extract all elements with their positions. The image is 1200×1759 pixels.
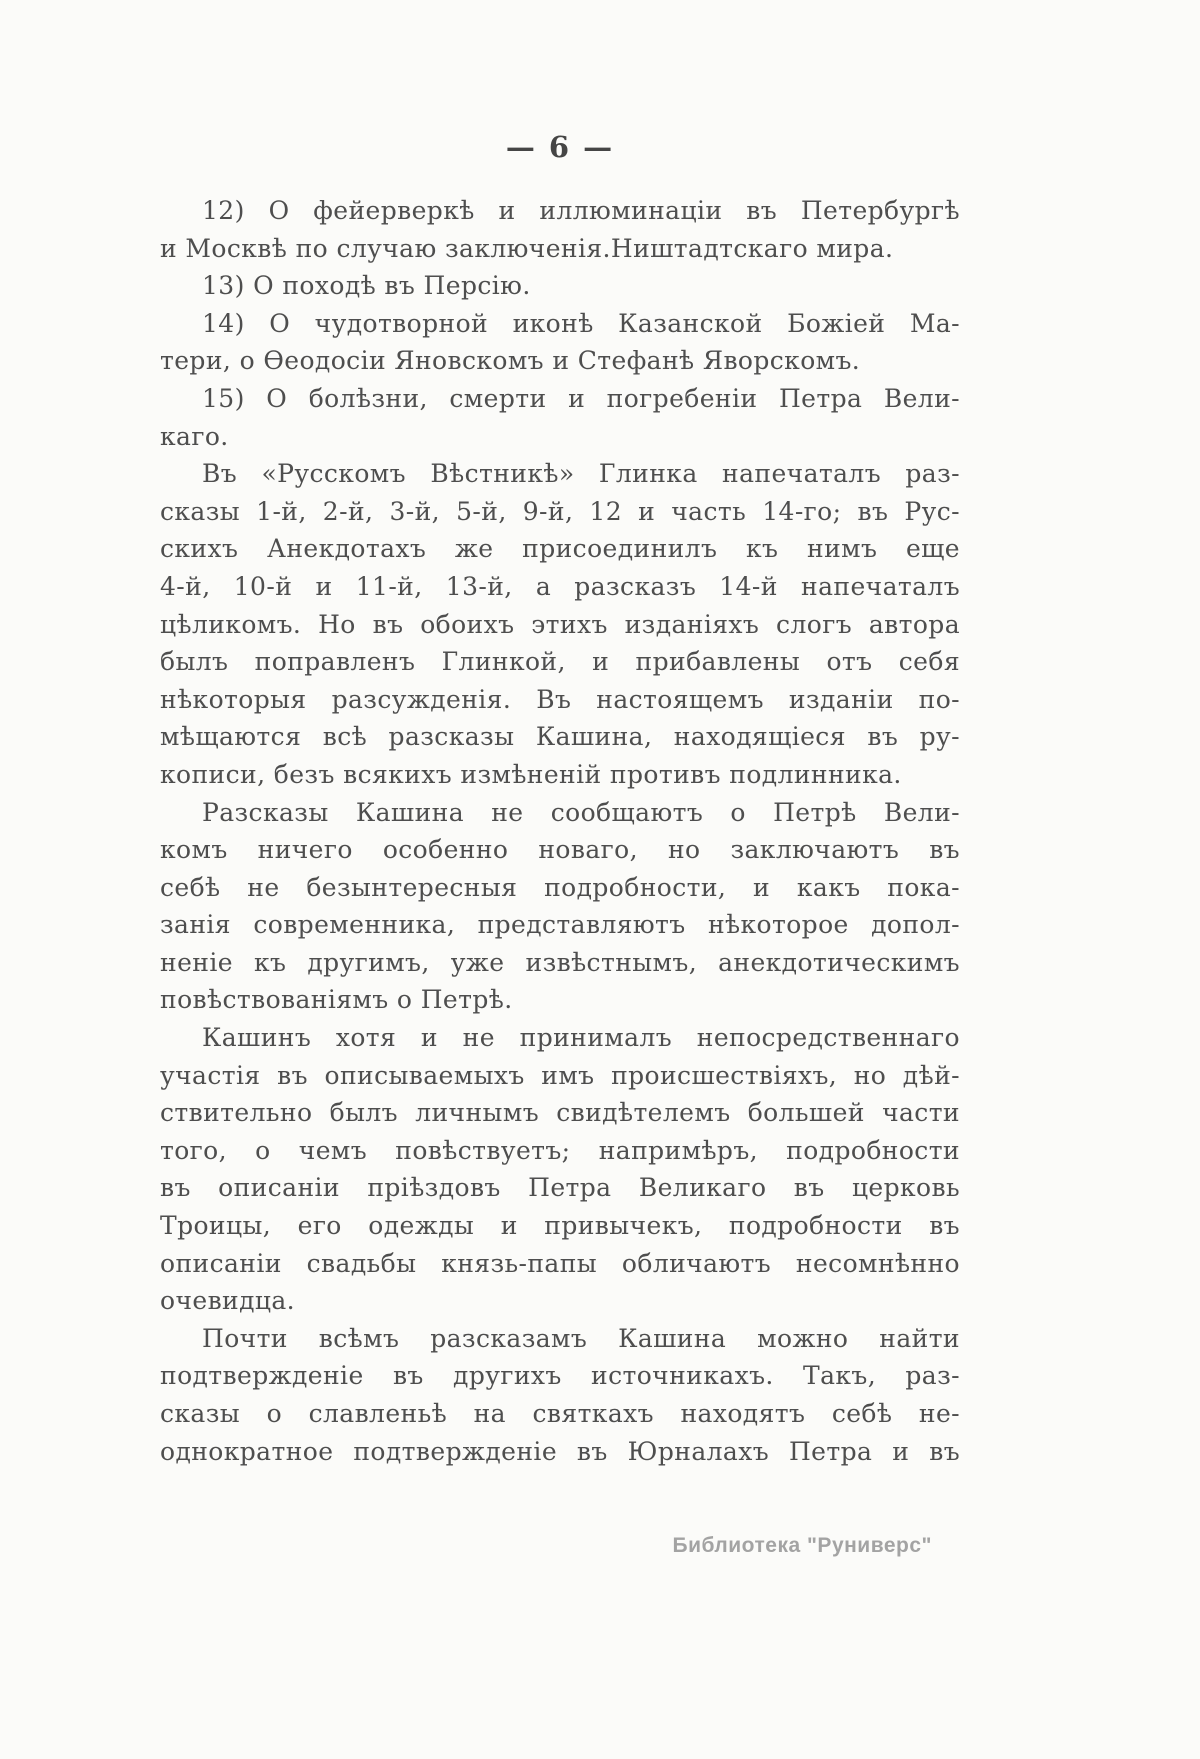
text-line: Въ «Русскомъ Вѣстникѣ» Глинка напечаталъ раз- xyxy=(202,459,960,489)
text-line: комъ ничего особенно новаго, но заключаютъ въ xyxy=(160,835,960,865)
text-line: 12) О фейерверкѣ и иллюминаціи въ Петербургѣ xyxy=(202,196,960,225)
text-line: описаніи свадьбы князь-папы обличаютъ несомнѣнно xyxy=(160,1248,960,1278)
text-line: каго. xyxy=(160,421,229,451)
text-line: скихъ Анекдотахъ же присоединилъ къ нимъ еще xyxy=(160,534,960,564)
text-line: мѣщаются всѣ разсказы Кашина, находящіеся въ ру- xyxy=(160,722,960,752)
text-line: неніе къ другимъ, уже извѣстнымъ, анекдотическимъ xyxy=(160,947,960,977)
text-line: былъ поправленъ Глинкой, и прибавлены отъ себя xyxy=(160,647,960,677)
text-line: однократное подтвержденіе въ Юрналахъ Петра и въ xyxy=(160,1436,960,1466)
text-block xyxy=(160,192,960,1470)
text-line: Разсказы Кашина не сообщаютъ о Петрѣ Вели- xyxy=(202,797,960,827)
text-line: 4-й, 10-й и 11-й, 13-й, а разсказъ 14-й напечаталъ xyxy=(160,571,960,601)
text-line: Кашинъ хотя и не принималъ непосредственнаго xyxy=(202,1023,960,1053)
text-line: нѣкоторыя разсужденія. Въ настоящемъ изданіи по- xyxy=(160,684,960,714)
text-line: участія въ описываемыхъ имъ происшествіяхъ, но дѣй- xyxy=(160,1060,960,1090)
paragraph xyxy=(160,305,960,380)
text-line: ствительно былъ личнымъ свидѣтелемъ большей части xyxy=(160,1098,960,1128)
paragraph xyxy=(160,1019,960,1320)
text-line: очевидца. xyxy=(160,1286,296,1316)
text-line: себѣ не безынтересныя подробности, и какъ пока- xyxy=(160,872,960,902)
page-number: — 6 — xyxy=(505,130,615,164)
text-line: въ описаніи пріѣздовъ Петра Великаго въ церковь xyxy=(160,1173,960,1203)
paragraph xyxy=(160,794,960,1020)
paragraph xyxy=(160,267,960,305)
paragraph xyxy=(160,455,960,793)
text-line: цѣликомъ. Но въ обоихъ этихъ изданіяхъ слогъ автора xyxy=(160,609,960,639)
text-line: Почти всѣмъ разсказамъ Кашина можно найти xyxy=(202,1323,960,1353)
text-line: занія современника, представляютъ нѣкоторое допол- xyxy=(160,910,960,940)
text-line: подтвержденіе въ другихъ источникахъ. Такъ, раз- xyxy=(160,1361,960,1391)
text-line: кописи, безъ всякихъ измѣненій противъ подлинника. xyxy=(160,759,902,789)
text-line: сказы о славленьѣ на святкахъ находятъ себѣ не- xyxy=(160,1399,960,1428)
text-line: 15) О болѣзни, смерти и погребеніи Петра Вели- xyxy=(202,383,960,413)
text-line: того, о чемъ повѣствуетъ; напримѣръ, подробности xyxy=(160,1135,960,1165)
paragraph xyxy=(160,1320,960,1470)
text-line: 13) О походѣ въ Персію. xyxy=(202,271,531,301)
paragraph xyxy=(160,380,960,455)
text-line: повѣствованіямъ о Петрѣ. xyxy=(160,985,513,1015)
text-line: Троицы, его одежды и привычекъ, подробности въ xyxy=(160,1211,960,1241)
text-line: сказы 1-й, 2-й, 3-й, 5-й, 9-й, 12 и часть 14-го; въ Рус- xyxy=(160,496,960,526)
text-line: 14) О чудотворной иконѣ Казанской Божіей Ма- xyxy=(202,308,960,338)
text-line: и Москвѣ по случаю заключенія.Ништадтскаго мира. xyxy=(160,233,894,263)
library-watermark: Библиотека "Руниверс" xyxy=(672,1534,932,1557)
text-line: тери, о Ѳеодосіи Яновскомъ и Стефанѣ Яворскомъ. xyxy=(160,346,861,376)
paragraph xyxy=(160,192,960,267)
